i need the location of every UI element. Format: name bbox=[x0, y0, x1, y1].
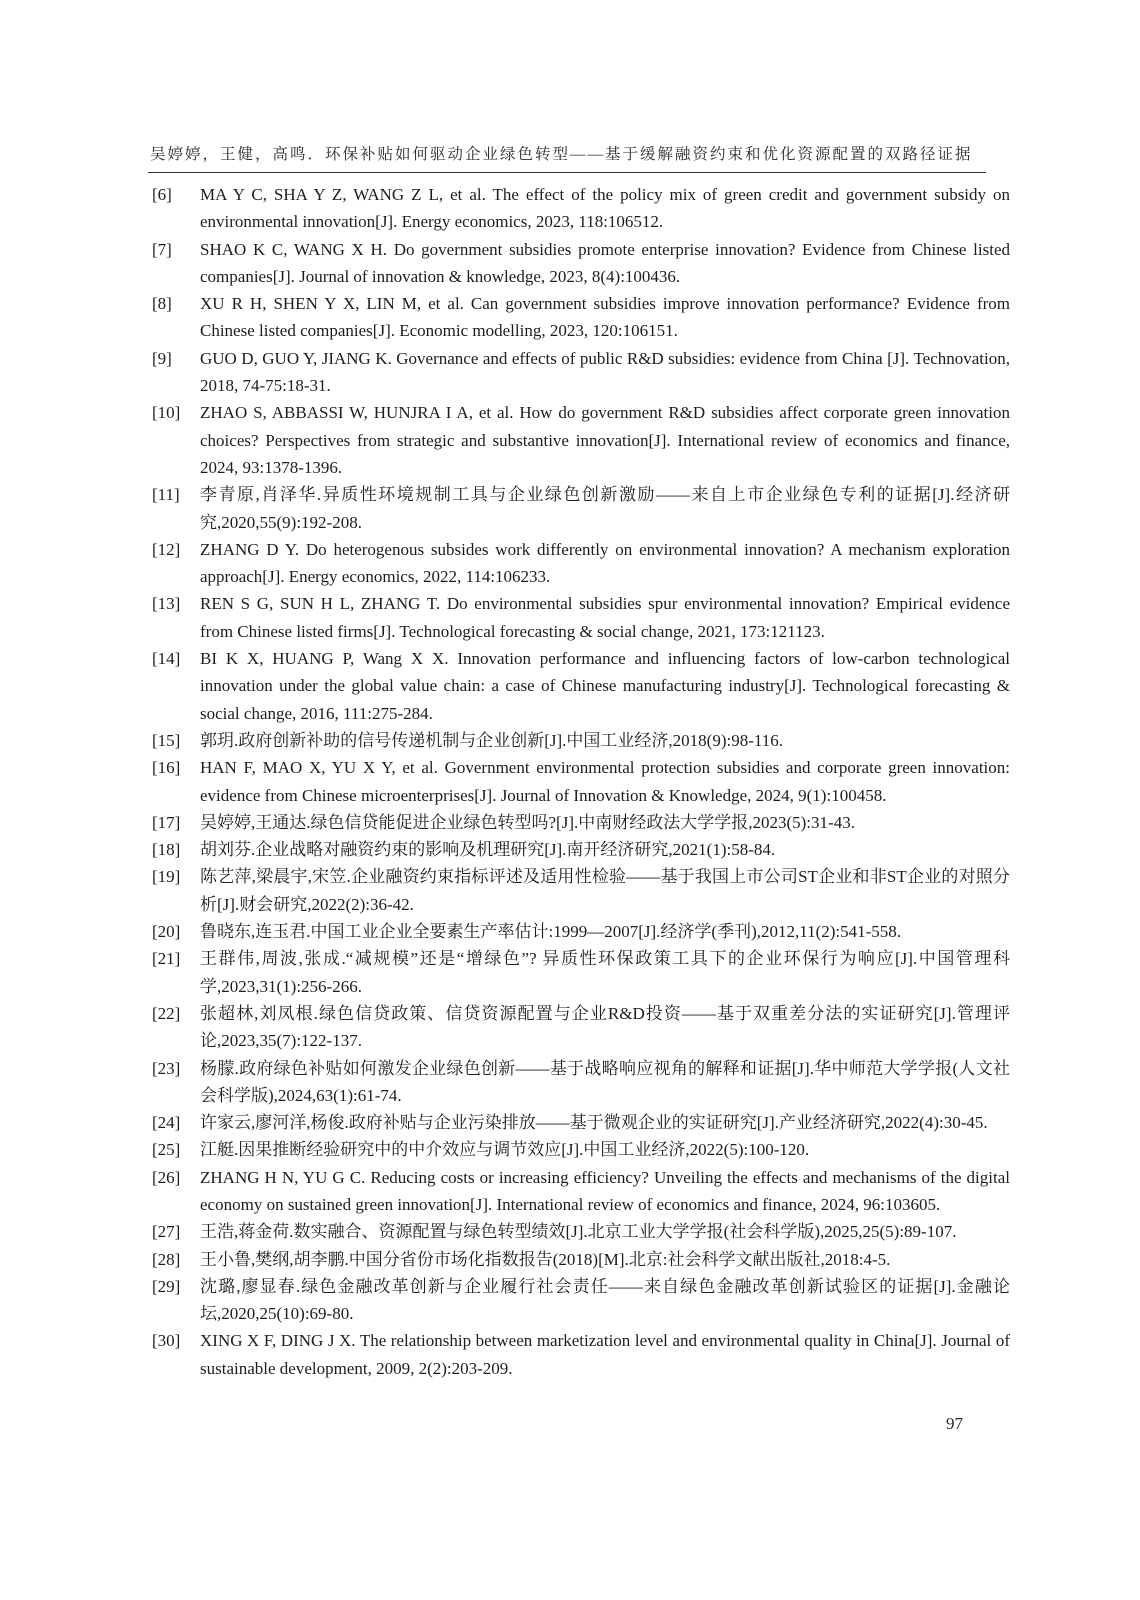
reference-item bbox=[152, 1000, 1010, 1055]
reference-item bbox=[152, 863, 1010, 918]
reference-label: [27] bbox=[152, 1222, 181, 1242]
reference-label: [8] bbox=[152, 294, 172, 314]
reference-item bbox=[152, 1164, 1010, 1219]
reference-text: 王浩,蒋金荷.数实融合、资源配置与绿色转型绩效[J].北京工业大学学报(社会科学版),2025,25(5):89-107. bbox=[200, 1222, 957, 1242]
reference-text: REN S G, SUN H L, ZHANG T. Do environmental subsidies spur environmental innovation? Empirical evidence from Chinese listed firms[J]. Technological forecasting & social change, 2021, 173:121123. bbox=[200, 594, 1010, 641]
reference-text: 陈艺萍,梁晨宇,宋笠.企业融资约束指标评述及适用性检验——基于我国上市公司ST企业和非ST企业的对照分析[J].财会研究,2022(2):36-42. bbox=[200, 867, 1010, 914]
reference-label: [14] bbox=[152, 649, 181, 669]
reference-label: [9] bbox=[152, 348, 172, 368]
reference-item bbox=[152, 399, 1010, 481]
reference-list bbox=[152, 181, 1010, 1382]
reference-item bbox=[152, 754, 1010, 809]
reference-text: 郭玥.政府创新补助的信号传递机制与企业创新[J].中国工业经济,2018(9):98-116. bbox=[200, 730, 784, 750]
reference-item bbox=[152, 836, 1010, 863]
reference-item bbox=[152, 1218, 1010, 1245]
reference-text: 沈璐,廖显春.绿色金融改革创新与企业履行社会责任——来自绿色金融改革创新试验区的证据[J].金融论坛,2020,25(10):69-80. bbox=[200, 1276, 1010, 1324]
reference-item bbox=[152, 727, 1010, 754]
reference-label: [13] bbox=[152, 594, 181, 614]
reference-label: [26] bbox=[152, 1167, 181, 1187]
reference-item bbox=[152, 1055, 1010, 1110]
reference-label: [10] bbox=[152, 403, 181, 423]
reference-label: [20] bbox=[152, 922, 181, 942]
reference-item bbox=[152, 1273, 1010, 1328]
running-head-title: 吴婷婷，王健，高鸣．环保补贴如何驱动企业绿色转型——基于缓解融资约束和优化资源配置的双路径证据 bbox=[150, 146, 973, 163]
reference-label: [23] bbox=[152, 1058, 181, 1078]
reference-label: [19] bbox=[152, 867, 181, 887]
reference-text: 李青原,肖泽华.异质性环境规制工具与企业绿色创新激励——来自上市企业绿色专利的证据[J].经济研究,2020,55(9):192-208. bbox=[200, 485, 1010, 532]
reference-item bbox=[152, 1109, 1010, 1136]
reference-text: SHAO K C, WANG X H. Do government subsidies promote enterprise innovation? Evidence from Chinese listed companies[J]. Journal of innovation & knowledge, 2023, 8(4):100436. bbox=[200, 239, 1010, 286]
reference-label: [17] bbox=[152, 812, 181, 832]
reference-item bbox=[152, 181, 1010, 236]
reference-text: ZHANG H N, YU G C. Reducing costs or increasing efficiency? Unveiling the effects and mechanisms of the digital economy on sustained green innovation[J]. International review of economics and finance, 2024, 96:103605. bbox=[200, 1167, 1010, 1214]
reference-item bbox=[152, 645, 1010, 727]
reference-text: 王小鲁,樊纲,胡李鹏.中国分省份市场化指数报告(2018)[M].北京:社会科学文献出版社,2018:4-5. bbox=[200, 1249, 891, 1269]
reference-text: 张超林,刘凤根.绿色信贷政策、信贷资源配置与企业R&D投资——基于双重差分法的实证研究[J].管理评论,2023,35(7):122-137. bbox=[200, 1003, 1010, 1051]
reference-item bbox=[152, 236, 1010, 291]
reference-label: [25] bbox=[152, 1140, 181, 1160]
reference-text: XING X F, DING J X. The relationship between marketization level and environmental quality in China[J]. Journal of sustainable development, 2009, 2(2):203-209. bbox=[200, 1331, 1010, 1378]
reference-text: GUO D, GUO Y, JIANG K. Governance and effects of public R&D subsidies: evidence from China [J]. Technovation, 2018, 74-75:18-31. bbox=[200, 348, 1010, 396]
page-number: 97 bbox=[946, 1414, 963, 1433]
reference-item bbox=[152, 918, 1010, 945]
reference-text: 杨朦.政府绿色补贴如何激发企业绿色创新——基于战略响应视角的解释和证据[J].华中师范大学学报(人文社会科学版),2024,63(1):61-74. bbox=[200, 1058, 1010, 1105]
reference-item bbox=[152, 345, 1010, 400]
reference-item bbox=[152, 809, 1010, 836]
running-head-rule bbox=[148, 172, 986, 173]
reference-text: BI K X, HUANG P, Wang X X. Innovation performance and influencing factors of low-carbon technological innovation under the global value chain: a case of Chinese manufacturing industry[J]. Technological forecasting & social change, 2016, 111:275-284. bbox=[200, 649, 1010, 723]
reference-item bbox=[152, 1327, 1010, 1382]
reference-label: [21] bbox=[152, 949, 181, 969]
reference-text: 许家云,廖河洋,杨俊.政府补贴与企业污染排放——基于微观企业的实证研究[J].产业经济研究,2022(4):30-45. bbox=[200, 1113, 988, 1133]
reference-text: 江艇.因果推断经验研究中的中介效应与调节效应[J].中国工业经济,2022(5):100-120. bbox=[200, 1140, 810, 1160]
reference-label: [6] bbox=[152, 185, 172, 204]
reference-label: [16] bbox=[152, 758, 181, 778]
reference-label: [30] bbox=[152, 1331, 181, 1351]
reference-item bbox=[152, 945, 1010, 1000]
reference-text: 胡刘芬.企业战略对融资约束的影响及机理研究[J].南开经济研究,2021(1):58-84. bbox=[200, 840, 776, 860]
reference-label: [12] bbox=[152, 539, 181, 559]
reference-text: ZHANG D Y. Do heterogenous subsides work differently on environmental innovation? A mechanism exploration approach[J]. Energy economics, 2022, 114:106233. bbox=[200, 539, 1010, 587]
reference-label: [29] bbox=[152, 1276, 181, 1296]
reference-label: [18] bbox=[152, 840, 181, 860]
reference-text: MA Y C, SHA Y Z, WANG Z L, et al. The effect of the policy mix of green credit and government subsidy on environmental innovation[J]. Energy economics, 2023, 118:106512. bbox=[200, 185, 1010, 232]
reference-text: XU R H, SHEN Y X, LIN M, et al. Can government subsidies improve innovation performance? Evidence from Chinese listed companies[J]. Economic modelling, 2023, 120:106151. bbox=[200, 294, 1010, 341]
reference-label: [24] bbox=[152, 1113, 181, 1133]
reference-label: [28] bbox=[152, 1249, 181, 1269]
reference-item bbox=[152, 590, 1010, 645]
reference-text: ZHAO S, ABBASSI W, HUNJRA I A, et al. How do government R&D subsidies affect corporate green innovation choices? Perspectives from strategic and substantive innovation[J]. International review of economics and finance, 2024, 93:1378-1396. bbox=[200, 403, 1010, 477]
reference-item bbox=[152, 1246, 1010, 1273]
reference-item bbox=[152, 481, 1010, 536]
reference-item bbox=[152, 536, 1010, 591]
reference-label: [11] bbox=[152, 485, 180, 505]
reference-item bbox=[152, 1136, 1010, 1163]
reference-text: HAN F, MAO X, YU X Y, et al. Government environmental protection subsidies and corporate green innovation: evidence from Chinese microenterprises[J]. Journal of Innovation & Knowledge, 2024, 9(1):100458. bbox=[200, 758, 1010, 805]
reference-text: 鲁晓东,连玉君.中国工业企业全要素生产率估计:1999—2007[J].经济学(季刊),2012,11(2):541-558. bbox=[200, 922, 902, 942]
reference-label: [15] bbox=[152, 730, 181, 750]
reference-label: [7] bbox=[152, 239, 172, 259]
reference-item bbox=[152, 290, 1010, 345]
reference-text: 王群伟,周波,张成.“减规模”还是“增绿色”? 异质性环保政策工具下的企业环保行为响应[J].中国管理科学,2023,31(1):256-266. bbox=[200, 949, 1010, 996]
reference-text: 吴婷婷,王通达.绿色信贷能促进企业绿色转型吗?[J].中南财经政法大学学报,2023(5):31-43. bbox=[200, 812, 855, 832]
reference-label: [22] bbox=[152, 1003, 181, 1023]
